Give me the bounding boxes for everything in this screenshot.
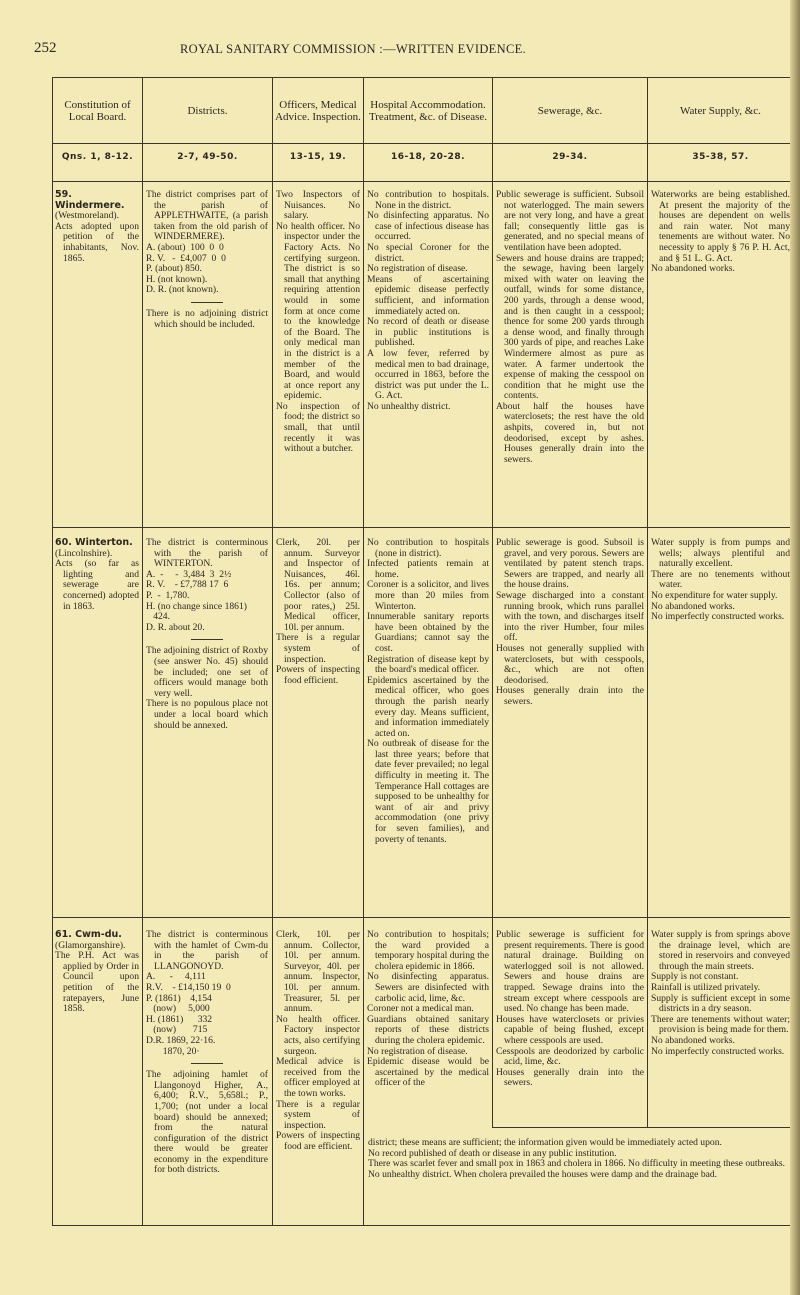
officers-paragraph: There is a regular system of inspection. — [276, 1098, 360, 1131]
districts-cell — [146, 190, 268, 330]
hospital-paragraph: No disinfecting apparatus. Sewers are disinfected with carbolic acid, lime, &c. — [367, 971, 489, 1004]
header-hospital: Hospital Accommodation. Treatment, &c. of Disease. — [368, 99, 488, 123]
hospital-paragraph: Epidemic disease would be ascertained by the medical officer of the — [367, 1056, 489, 1089]
hospital-paragraph: Coroner is a solicitor, and lives more than 20 miles from Winterton. — [367, 579, 489, 612]
district-intro: The district is conterminous with the parish of WINTERTON. — [146, 537, 268, 570]
hospital-paragraph: Registration of disease kept by the board's medical officer. — [367, 653, 489, 676]
sewerage-cell — [496, 930, 644, 1089]
water-paragraph: There are tenements without water; provision is being made for them. — [651, 1013, 790, 1036]
hospital-paragraph: Means of ascertaining epidemic disease perfectly sufficient, and information immediately acted on. — [367, 273, 489, 317]
water-paragraph: Rainfall is utilized privately. — [651, 981, 761, 993]
officers-paragraph: Two Inspectors of Nuisances. No salary. — [276, 189, 360, 222]
district-stat: R. V. - £4,007 0 0 — [146, 252, 226, 264]
officers-paragraph: Powers of inspecting food efficient. — [276, 664, 360, 686]
district-stat: (now) 715 — [146, 1024, 208, 1036]
page-edge — [790, 0, 800, 1295]
hospital-paragraph: No disinfecting apparatus. No case of infectious disease has occurred. — [367, 210, 489, 243]
questions-hospital: 16-18, 20-28. — [390, 152, 466, 162]
constitution-cell — [55, 930, 139, 1015]
constitution-text: (Lincolnshire). — [55, 547, 113, 559]
hospital-paragraph: No unhealthy district. — [367, 400, 451, 412]
district-stat: D. R. (not known). — [146, 284, 219, 296]
constitution-text: The P.H. Act was applied by Order in Council upon petition of the ratepayers, June 1858. — [55, 950, 139, 1015]
header-officers: Officers, Medical Advice. Inspection. — [275, 99, 361, 123]
district-stat: R. V. - £7,788 17 6 — [146, 579, 229, 591]
sewerage-cell — [496, 190, 644, 465]
hospital-cell — [367, 538, 489, 845]
officers-paragraph: Medical advice is received from the officer employed at the town works. — [276, 1056, 360, 1099]
sewerage-paragraph: Houses not generally supplied with waterclosets, but with cesspools, &c., which are not often deodorised. — [496, 642, 644, 686]
officers-paragraph: No health officer. No inspector under the Factory Acts. No certifying surgeon. The district is so small that anything requiring attention would in some form at once come to the knowledge of the Board. The only medical man in the district is a member of the Board, and would at once report any epidemic. — [276, 220, 360, 402]
header-districts: Districts. — [187, 105, 228, 117]
water-paragraph: No imperfectly constructed works. — [651, 1045, 785, 1057]
officers-cell — [276, 190, 360, 455]
water-cell — [651, 190, 790, 275]
divider-rule — [191, 1063, 223, 1064]
hospital-paragraph: Guardians obtained sanitary reports of these districts during the cholera epidemic. — [367, 1013, 489, 1046]
district-stat: H. (not known). — [146, 273, 208, 285]
sewerage-cell — [496, 538, 644, 708]
hospital-cell — [367, 190, 489, 412]
officers-paragraph: Clerk, 10l. per annum. Collector, 10l. per annum. Surveyor, 40l. per annum. Inspector, 10l. per annum. Treasurer, 5l. per annum. — [276, 929, 360, 1015]
districts-cell — [146, 930, 268, 1176]
sewerage-paragraph: Houses generally drain into the sewers. — [496, 1066, 644, 1089]
officers-paragraph: There is a regular system of inspection. — [276, 632, 360, 665]
hospital-paragraph: No registration of disease. — [367, 263, 468, 275]
hospital-paragraph: There was scarlet fever and small pox in 1863 and cholera in 1866. No difficulty in meeting these outbreaks. — [368, 1158, 786, 1170]
district-stat: P. (about) 850. — [146, 263, 202, 275]
water-paragraph: Supply is sufficient except in some districts in a dry season. — [651, 992, 790, 1015]
district-stat: P. (1861) 4,154 — [146, 992, 212, 1004]
hospital-paragraph: No contribution to hospitals; the ward provided a temporary hospital during the cholera epidemic in 1866. — [367, 929, 489, 972]
divider-rule — [191, 302, 223, 303]
hospital-paragraph: Innumerable sanitary reports have been obtained by the Guardians; cannot say the cost. — [367, 611, 489, 654]
constitution-text: Acts adopted upon petition of the inhabitants, Nov. 1865. — [55, 220, 139, 264]
hospital-paragraph: No outbreak of disease for the last three years; before that date fever prevailed; no legal difficulty in meeting it. The Temperance Hall cottages are supposed to be unhealthy for want of air and privy accommodation (one privy for seven families), and poverty of tenants. — [367, 738, 489, 845]
water-paragraph: No expenditure for water supply. — [651, 589, 778, 601]
hospital-paragraph: No contribution to hospitals. None in the district. — [367, 189, 489, 211]
district-stat: (now) 5,000 — [146, 1003, 210, 1015]
hospital-paragraph: A low fever, referred by medical men to bad drainage, occurred in 1863, before the district was put under the L. G. Act. — [367, 347, 489, 402]
hospital-paragraph: No record published of death or disease in any public institution. — [368, 1147, 617, 1159]
hospital-overflow-text — [368, 1138, 788, 1180]
water-cell — [651, 930, 790, 1057]
officers-cell — [276, 930, 360, 1152]
header-sewerage: Sewerage, &c. — [537, 105, 603, 117]
divider-rule — [191, 639, 223, 640]
water-paragraph: No abandoned works. — [651, 263, 735, 275]
questions-constitution: Qns. 1, 8-12. — [61, 152, 134, 162]
district-stat: H. (1861) 332 — [146, 1013, 213, 1025]
officers-paragraph: No inspection of food; the district so small, that until recently it was without a butcher. — [276, 400, 360, 455]
water-paragraph: No abandoned works. — [651, 1034, 735, 1046]
water-paragraph: There are no tenements without water. — [651, 568, 790, 591]
water-paragraph: Supply is not constant. — [651, 971, 739, 983]
constitution-text: (Glamorganshire). — [55, 939, 126, 951]
water-paragraph: No abandoned works. — [651, 600, 735, 612]
hospital-paragraph: No unhealthy district. When cholera prevailed the houses were damp and the drainage bad. — [368, 1168, 718, 1180]
district-stat: 1870, 20· — [146, 1045, 200, 1057]
constitution-cell — [55, 190, 139, 264]
water-cell — [651, 538, 790, 623]
sewerage-paragraph: Houses have waterclosets or privies capable of being flushed, except where cesspools are used. — [496, 1013, 644, 1046]
sewerage-paragraph: Public sewerage is sufficient. Subsoil not waterlogged. The main sewers are not very long, and have a great fall; consequently little gas is generated, and no special means of ventilation have been adopted. — [496, 189, 644, 253]
water-paragraph: No imperfectly constructed works. — [651, 611, 785, 623]
district-stat: A. (about) 100 0 0 — [146, 241, 224, 253]
districts-cell — [146, 538, 268, 731]
district-stat: H. (no change since 1861) — [146, 600, 247, 612]
water-paragraph: Waterworks are being established. At present the majority of the houses are dependent on wells and rain water. Not many tenements are without water. No necessity to apply § 76 P. H. Act, and § 51 L. G. Act. — [651, 189, 790, 264]
district-stat: D. R. about 20. — [146, 621, 205, 633]
constitution-cell — [55, 538, 139, 612]
questions-officers: 13-15, 19. — [289, 152, 347, 162]
district-name: 60. Winterton. — [55, 537, 133, 548]
officers-paragraph: Clerk, 20l. per annum. Surveyor and Inspector of Nuisances, 46l. 16s. per annum; Collector (also of poor rates,) 25l. Medical officer, 10l. per annum. — [276, 537, 360, 633]
page-number: 252 — [34, 40, 57, 56]
sewerage-paragraph: Cesspools are deodorized by carbolic acid, lime, &c. — [496, 1045, 644, 1068]
water-paragraph: Water supply is from pumps and wells; always plentiful and naturally excellent. — [651, 537, 790, 570]
questions-water: 35-38, 57. — [692, 152, 749, 162]
hospital-paragraph: No contribution to hospitals (none in district). — [367, 537, 489, 559]
sewerage-paragraph: Sewage discharged into a constant running brook, which runs parallel with the town, and discharges itself into the river Humber, four miles off. — [496, 589, 644, 644]
district-stat: R.V. - £14,150 19 0 — [146, 981, 231, 993]
district-adjoining: The adjoining district of Roxby (see answer No. 45) should be included; one set of officers would manage both very well. — [146, 645, 268, 699]
header-water: Water Supply, &c. — [680, 105, 761, 117]
district-adjoining: There is no adjoining district which should be included. — [146, 307, 268, 330]
district-name: 61. Cwm-du. — [55, 929, 122, 940]
district-name: 59. Windermere. — [55, 189, 125, 211]
officers-paragraph: Powers of inspecting food are efficient. — [276, 1130, 360, 1152]
hospital-paragraph: No registration of disease. — [367, 1045, 468, 1057]
district-stat: P. - 1,780. — [146, 589, 190, 601]
district-stat: A. - - 3,484 3 2½ — [146, 568, 232, 580]
district-stat: A. - 4,111 — [146, 971, 206, 983]
questions-sewerage: 29-34. — [552, 152, 588, 162]
district-adjoining: The adjoining hamlet of Llangonoyd Higher, A., 6,400; R.V., 5,658l.; P., 1,700; (not under a local board) should be annexed; from the natural configuration of the district there would be greater economy in the expenditure for both districts. — [146, 1069, 268, 1176]
officers-cell — [276, 538, 360, 686]
water-paragraph: Water supply is from springs above the drainage level, which are stored in reservoirs and conveyed through the main streets. — [651, 929, 790, 972]
officers-paragraph: No health officer. Factory inspector acts, also certifying surgeon. — [276, 1013, 360, 1057]
district-intro: The district comprises part of the parish of APPLETHWAITE, (a parish taken from the old parish of WINDERMERE). — [146, 189, 268, 243]
sewerage-paragraph: Sewers and house drains are trapped; the sewage, having been largely mixed with water on leaving the outfall, winds for some distance, 200 yards, through a dense wood, and is then caught in a cesspool; thence for some 200 yards through a dense wood, and finally through 300 yards of pipe, and reaches Lake Windermere almost as pure as water. A farmer undertook the expense of making the cesspool on condition that he might use the contents. — [496, 252, 644, 402]
sewerage-paragraph: About half the houses have waterclosets; the rest have the old ashpits, covered in, but not deodorised, except by ashes. Houses generally drain into the sewers. — [496, 400, 644, 465]
constitution-text: Acts (so far as lighting and sewerage are concerned) adopted in 1863. — [55, 558, 139, 612]
district-stat: D.R. 1869, 22·16. — [146, 1034, 216, 1046]
hospital-paragraph: No special Coroner for the district. — [367, 241, 489, 264]
hospital-paragraph: Infected patients remain at home. — [367, 558, 489, 580]
hospital-paragraph: Coroner not a medical man. — [367, 1003, 474, 1015]
sewerage-paragraph: Houses generally drain into the sewers. — [496, 685, 644, 707]
page-title: ROYAL SANITARY COMMISSION :—WRITTEN EVIDENCE. — [180, 42, 526, 56]
district-stat: 424. — [146, 611, 170, 623]
sewerage-paragraph: Public sewerage is sufficient for present requirements. There is good natural drainage. Building on waterlogged soil is not allowed. Sewers and house drains are trapped. Sewage drains into the stream except where cesspools are used. No change has been made. — [496, 929, 644, 1015]
questions-districts: 2-7, 49-50. — [177, 152, 238, 162]
sewerage-paragraph: Public sewerage is good. Subsoil is gravel, and very porous. Sewers are ventilated by patent stench traps. Sewers are trapped, and nearly all the house drains. — [496, 537, 644, 591]
constitution-text: (Westmoreland). — [55, 210, 119, 222]
district-adjoining: There is no populous place not under a local board which should be annexed. — [146, 698, 268, 731]
hospital-paragraph: No record of death or disease in public institutions is published. — [367, 316, 489, 349]
hospital-paragraph: district; these means are sufficient; the information given would be immediately acted upon. — [368, 1137, 722, 1148]
hospital-cell — [367, 930, 489, 1089]
district-intro: The district is conterminous with the hamlet of Cwm-du in the parish of LLANGONOYD. — [146, 929, 268, 972]
hospital-paragraph: Epidemics ascertained by the medical officer, who goes through the parish nearly every day. Means sufficient, and information immediately acted on. — [367, 674, 489, 739]
header-constitution: Constitution of Local Board. — [64, 99, 131, 123]
